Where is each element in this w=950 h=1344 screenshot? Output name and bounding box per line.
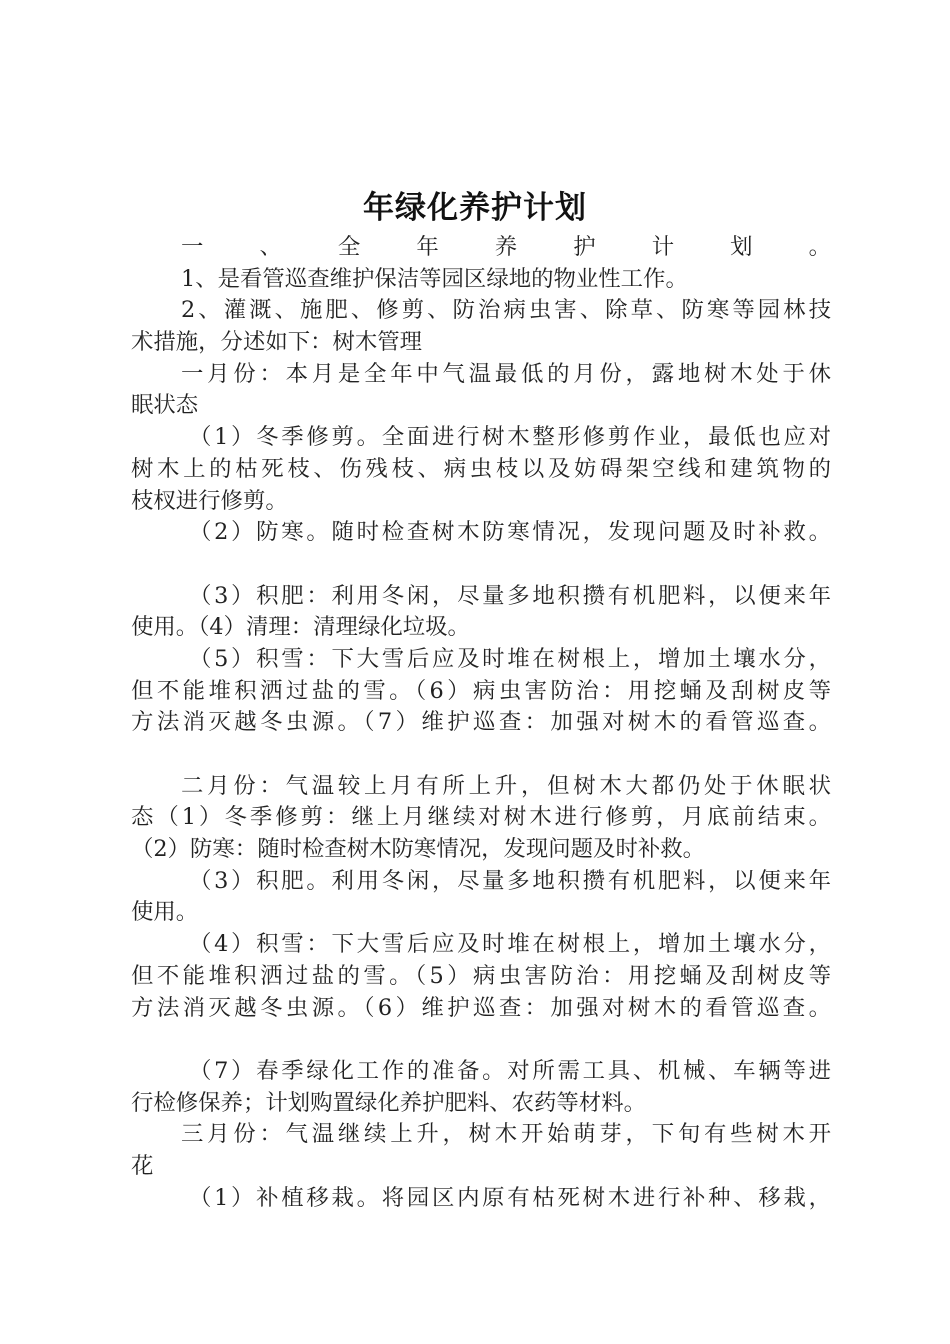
text-line: 一月份：本月是全年中气温最低的月份，露地树木处于休 (181, 360, 831, 387)
text-line: 使用。（4）清理：清理绿化垃圾。 (131, 614, 470, 641)
text-line: 术措施，分述如下：树木管理 (131, 329, 423, 356)
text-line: （7）春季绿化工作的准备。对所需工具、机械、车辆等进 (189, 1057, 831, 1084)
text-line: （3）积肥。利用冬闲，尽量多地积攒有机肥料，以便来年 (189, 867, 831, 894)
text-line: 但不能堆积洒过盐的雪。（5）病虫害防治：用挖蛹及刮树皮等 (131, 962, 831, 989)
document-body (131, 232, 831, 1214)
text-line: 二月份：气温较上月有所上升，但树木大都仍处于休眠状 (181, 772, 831, 799)
text-line: 树木上的枯死枝、伤残枝、病虫枝以及妨碍架空线和建筑物的 (131, 455, 831, 482)
text-line: 行检修保养；计划购置绿化养护肥料、农药等材料。 (131, 1089, 646, 1116)
text-line: 花 (131, 1152, 154, 1179)
text-line: 眠状态 (131, 392, 199, 419)
text-line: 一、全年养护计划。 (181, 234, 831, 260)
text-line: 态（1）冬季修剪：继上月继续对树木进行修剪，月底前结束。 (131, 804, 831, 831)
text-line: （3）积肥：利用冬闲，尽量多地积攒有机肥料，以便来年 (189, 582, 831, 609)
text-line: 1、是看管巡查维护保洁等园区绿地的物业性工作。 (181, 265, 688, 292)
text-line: 方法消灭越冬虫源。（6）维护巡查：加强对树木的看管巡查。 (131, 994, 831, 1021)
text-line: （5）积雪：下大雪后应及时堆在树根上，增加土壤水分， (189, 645, 831, 672)
text-line: （1）冬季修剪。全面进行树木整形修剪作业，最低也应对 (189, 424, 831, 451)
text-line: 方法消灭越冬虫源。（7）维护巡查：加强对树木的看管巡查。 (131, 709, 831, 736)
document-title: 年绿化养护计划 (363, 190, 587, 226)
text-line: 但不能堆积洒过盐的雪。（6）病虫害防治：用挖蛹及刮树皮等 (131, 677, 831, 704)
text-line: （2）防寒。随时检查树木防寒情况，发现问题及时补救。 (189, 519, 831, 546)
text-line: 使用。 (131, 899, 199, 926)
blank-line (131, 1024, 831, 1056)
text-line: （2）防寒：随时检查树木防寒情况，发现问题及时补救。 (131, 836, 706, 863)
text-line: （1）补植移栽。将园区内原有枯死树木进行补种、移栽， (189, 1184, 831, 1211)
text-line: 2、灌溉、施肥、修剪、防治病虫害、除草、防寒等园林技 (181, 297, 831, 324)
blank-line (131, 739, 831, 771)
text-line: 三月份：气温继续上升，树木开始萌芽，下旬有些树木开 (181, 1121, 831, 1148)
text-line: 枝杈进行修剪。 (131, 487, 288, 514)
blank-line (131, 549, 831, 581)
text-line: （4）积雪：下大雪后应及时堆在树根上，增加土壤水分， (189, 931, 831, 958)
